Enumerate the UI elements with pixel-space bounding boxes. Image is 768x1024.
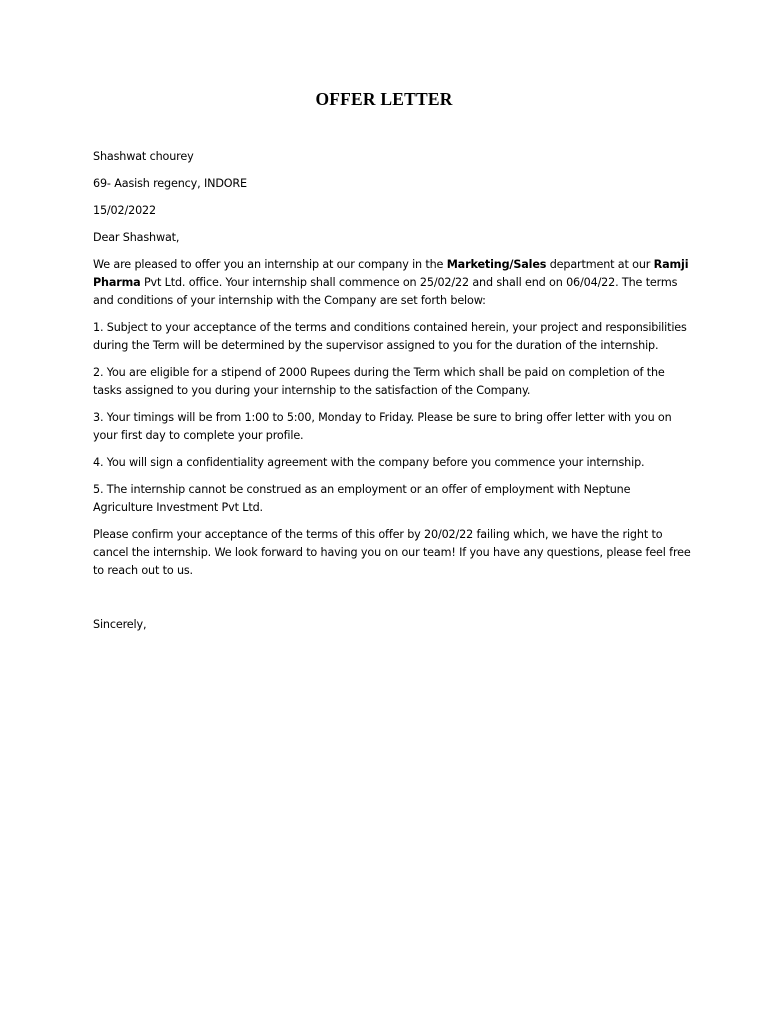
intro-text-2: department at our	[546, 258, 654, 271]
letter-body	[93, 148, 693, 643]
term-2: 2. You are eligible for a stipend of 2000 Rupees during the Term which shall be paid on completion of the tasks assigned to you during your internship to the satisfaction of the Company.	[93, 366, 665, 397]
letter-date: 15/02/2022	[93, 204, 156, 217]
letter-title: OFFER LETTER	[315, 89, 453, 109]
intro-paragraph	[93, 256, 693, 310]
intro-text-3: Pvt Ltd. office. Your internship shall commence on 25/02/22 and shall end on 06/04/22. The terms and conditions of your internship with the Company are set forth below:	[93, 276, 678, 307]
recipient-address: 69- Aasish regency, INDORE	[93, 177, 247, 190]
company-name: Ramji Pharma	[93, 258, 689, 289]
term-4: 4. You will sign a confidentiality agreement with the company before you commence your internship.	[93, 456, 645, 469]
recipient-name: Shashwat chourey	[93, 150, 194, 163]
closing-paragraph: Please confirm your acceptance of the terms of this offer by 20/02/22 failing which, we have the right to cancel the internship. We look forward to having you on our team! If you have any questions, please feel free to reach out to us.	[93, 528, 691, 577]
salutation: Dear Shashwat,	[93, 231, 180, 244]
sign-off: Sincerely,	[93, 618, 147, 631]
spacer	[93, 589, 693, 616]
term-3: 3. Your timings will be from 1:00 to 5:00, Monday to Friday. Please be sure to bring offer letter with you on your first day to complete your profile.	[93, 411, 672, 442]
term-5: 5. The internship cannot be construed as an employment or an offer of employment with Neptune Agriculture Investment Pvt Ltd.	[93, 483, 631, 514]
department-name: Marketing/Sales	[446, 258, 547, 271]
term-1: 1. Subject to your acceptance of the terms and conditions contained herein, your project and responsibilities during the Term will be determined by the supervisor assigned to you for the duration of the internship.	[93, 321, 687, 352]
intro-text-1: We are pleased to offer you an internship at our company in the	[93, 258, 447, 271]
